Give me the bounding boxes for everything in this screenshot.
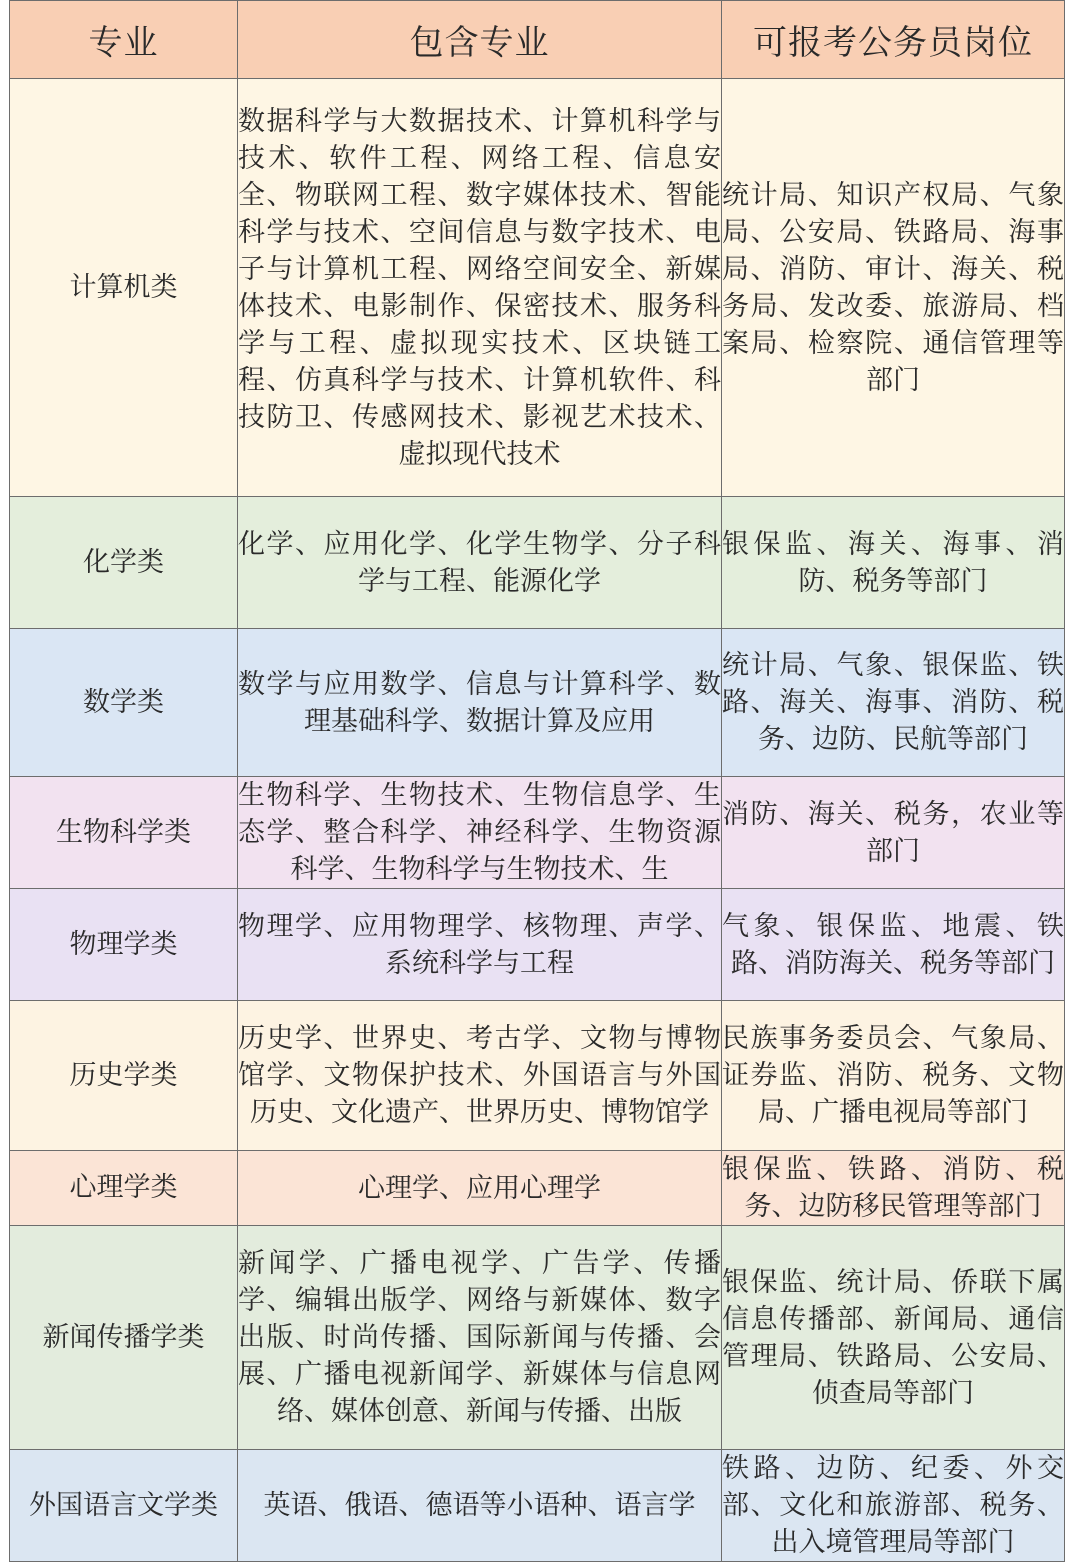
includes-cell: 心理学、应用心理学 <box>238 1151 722 1226</box>
includes-cell: 历史学、世界史、考古学、文物与博物馆学、文物保护技术、外国语言与外国历史、文化遗产、世界历史、博物馆学 <box>238 1001 722 1151</box>
category-cell: 心理学类 <box>10 1151 238 1226</box>
table-row-foreign-language <box>10 1450 1065 1562</box>
includes-cell: 化学、应用化学、化学生物学、分子科学与工程、能源化学 <box>238 497 722 629</box>
includes-cell: 生物科学、生物技术、生物信息学、生态学、整合科学、神经科学、生物资源科学、生物科学与生物技术、生 <box>238 777 722 889</box>
table-row-journalism <box>10 1226 1065 1450</box>
header-includes: 包含专业 <box>238 1 722 79</box>
positions-cell: 民族事务委员会、气象局、证券监、消防、税务、文物局、广播电视局等部门 <box>722 1001 1065 1151</box>
table-row-history <box>10 1001 1065 1151</box>
table-row-computer <box>10 79 1065 497</box>
category-cell: 历史学类 <box>10 1001 238 1151</box>
table-row-biology <box>10 777 1065 889</box>
positions-cell: 统计局、气象、银保监、铁路、海关、海事、消防、税务、边防、民航等部门 <box>722 629 1065 777</box>
table-row-math <box>10 629 1065 777</box>
includes-cell: 物理学、应用物理学、核物理、声学、系统科学与工程 <box>238 889 722 1001</box>
category-cell: 物理学类 <box>10 889 238 1001</box>
positions-cell: 消防、海关、税务，农业等部门 <box>722 777 1065 889</box>
category-cell: 化学类 <box>10 497 238 629</box>
category-cell: 计算机类 <box>10 79 238 497</box>
majors-table <box>9 0 1065 1562</box>
positions-cell: 银保监、统计局、侨联下属信息传播部、新闻局、通信管理局、铁路局、公安局、侦查局等部门 <box>722 1226 1065 1450</box>
positions-cell: 气象、银保监、地震、铁路、消防海关、税务等部门 <box>722 889 1065 1001</box>
includes-cell: 数据科学与大数据技术、计算机科学与技术、软件工程、网络工程、信息安全、物联网工程、数字媒体技术、智能科学与技术、空间信息与数字技术、电子与计算机工程、网络空间安全、新媒体技术、电影制作、保密技术、服务科学与工程、虚拟现实技术、区块链工程、仿真科学与技术、计算机软件、科技防卫、传感网技术、影视艺术技术、虚拟现代技术 <box>238 79 722 497</box>
category-cell: 生物科学类 <box>10 777 238 889</box>
table-row-physics <box>10 889 1065 1001</box>
includes-cell: 英语、俄语、德语等小语种、语言学 <box>238 1450 722 1562</box>
includes-cell: 数学与应用数学、信息与计算科学、数理基础科学、数据计算及应用 <box>238 629 722 777</box>
header-row <box>10 1 1065 79</box>
table-row-psychology <box>10 1151 1065 1226</box>
category-cell: 数学类 <box>10 629 238 777</box>
includes-cell: 新闻学、广播电视学、广告学、传播学、编辑出版学、网络与新媒体、数字出版、时尚传播、国际新闻与传播、会展、广播电视新闻学、新媒体与信息网络、媒体创意、新闻与传播、出版 <box>238 1226 722 1450</box>
category-cell: 新闻传播学类 <box>10 1226 238 1450</box>
positions-cell: 银保监、铁路、消防、税务、边防移民管理等部门 <box>722 1151 1065 1226</box>
table-row-chemistry <box>10 497 1065 629</box>
positions-cell: 统计局、知识产权局、气象局、公安局、铁路局、海事局、消防、审计、海关、税务局、发改委、旅游局、档案局、检察院、通信管理等部门 <box>722 79 1065 497</box>
category-cell: 外国语言文学类 <box>10 1450 238 1562</box>
header-major: 专业 <box>10 1 238 79</box>
header-positions: 可报考公务员岗位 <box>722 1 1065 79</box>
positions-cell: 银保监、海关、海事、消防、税务等部门 <box>722 497 1065 629</box>
positions-cell: 铁路、边防、纪委、外交部、文化和旅游部、税务、出入境管理局等部门 <box>722 1450 1065 1562</box>
